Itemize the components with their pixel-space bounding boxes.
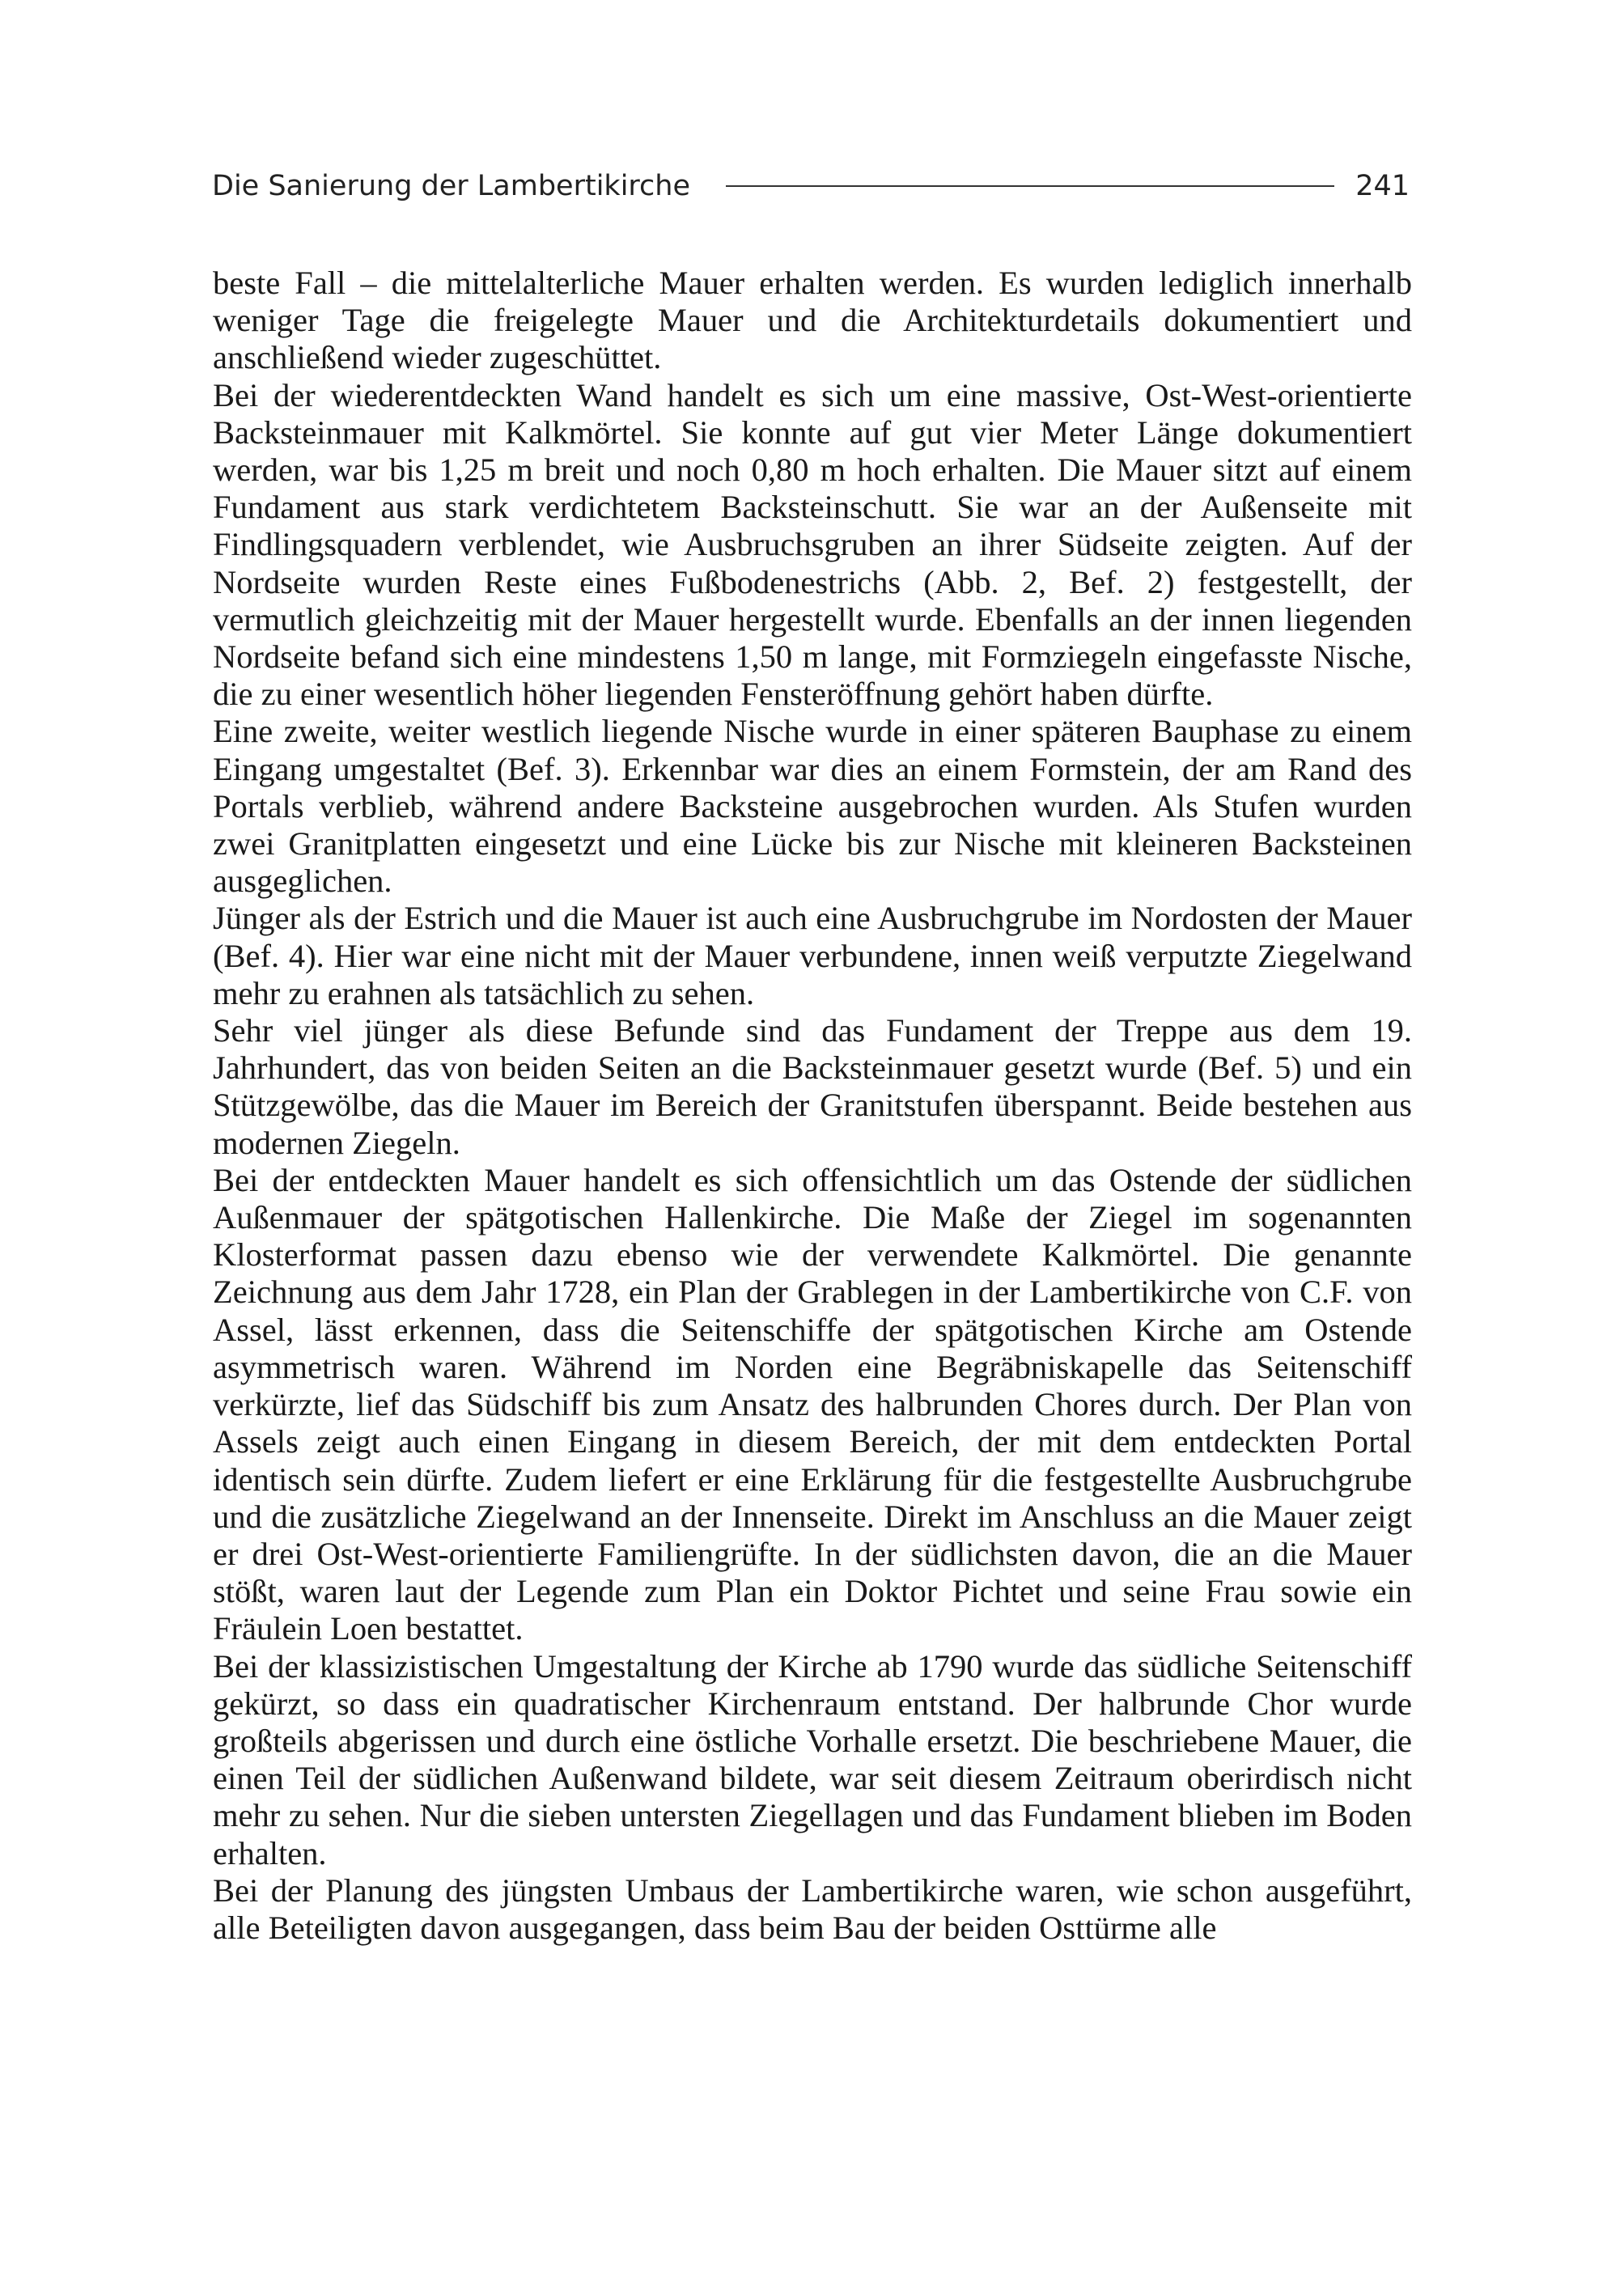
page-number: 241 bbox=[1355, 170, 1410, 202]
page-header bbox=[212, 162, 1410, 210]
paragraph-2: Bei der wiederentdeckten Wand handelt es sich um eine massive, Ost-West-orientierte Backsteinmauer mit Kalkmörtel. Sie konnte auf gut vier Meter Länge dokumentiert werden, war bis 1,25 m breit und noch 0,80 m hoch erhalten. Die Mauer sitzt auf einem Fundament aus stark verdichtetem Backsteinschutt. Sie war an der Außenseite mit Findlingsquadern verblendet, wie Ausbruchsgruben an ihrer Südseite zeigten. Auf der Nordseite wurden Reste eines Fußbodenestrichs (Abb. 2, Bef. 2) festgestellt, der vermutlich gleichzeitig mit der Mauer hergestellt wurde. Ebenfalls an der innen liegenden Nordseite befand sich eine mindestens 1,50 m lange, mit Formziegeln eingefasste Nische, die zu einer wesentlich höher liegenden Fensteröffnung gehört haben dürfte. bbox=[213, 376, 1412, 713]
paragraph-4: Jünger als der Estrich und die Mauer ist auch eine Ausbruchgrube im Nordosten der Mauer (Bef. 4). Hier war eine nicht mit der Mauer verbundene, innen weiß verputzte Ziegelwand mehr zu erahnen als tatsächlich zu sehen. bbox=[213, 900, 1412, 1011]
paragraph-5: Sehr viel jünger als diese Befunde sind das Fundament der Treppe aus dem 19. Jahrhundert, das von beiden Seiten an die Backsteinmauer gesetzt wurde (Bef. 5) und ein Stützgewölbe, das die Mauer im Bereich der Granitstufen überspannt. Beide bestehen aus modernen Ziegeln. bbox=[213, 1012, 1412, 1161]
paragraph-8: Bei der Planung des jüngsten Umbaus der Lambertikirche waren, wie schon ausgeführt, alle Beteiligten davon ausgegangen, dass beim Bau der beiden Osttürme alle bbox=[213, 1871, 1412, 1946]
body-text bbox=[213, 265, 1412, 1947]
paragraph-1: beste Fall – die mittelalterliche Mauer erhalten werden. Es wurden lediglich innerhalb weniger Tage die freigelegte Mauer und die Architekturdetails dokumentiert und anschließend wieder zugeschüttet. bbox=[213, 265, 1412, 376]
running-head: Die Sanierung der Lambertikirche bbox=[212, 170, 691, 202]
paragraph-6: Bei der entdeckten Mauer handelt es sich offensichtlich um das Ostende der südlichen Außenmauer der spätgotischen Hallenkirche. Die Maße der Ziegel im sogenannten Klosterformat passen dazu ebenso wie der verwendete Kalkmörtel. Die genannte Zeichnung aus dem Jahr 1728, ein Plan der Grablegen in der Lambertikirche von C.F. von Assel, lässt erkennen, dass die Seitenschiffe der spätgotischen Kirche am Ostende asymmetrisch waren. Während im Norden eine Begräbniskapelle das Seitenschiff verkürzte, lief das Südschiff bis zum Ansatz des halbrunden Chores durch. Der Plan von Assels zeigt auch einen Eingang in diesem Bereich, der mit dem entdeckten Portal identisch sein dürfte. Zudem liefert er eine Erklärung für die festgestellte Ausbruchgrube und die zusätzliche Ziegelwand an der Innenseite. Direkt im Anschluss an die Mauer zeigt er drei Ost-West-orientierte Familiengrüfte. In der südlichsten davon, die an die Mauer stößt, waren laut der Legende zum Plan ein Doktor Pichtet und seine Frau sowie ein Fräulein Loen bestattet. bbox=[213, 1161, 1412, 1647]
paragraph-3: Eine zweite, weiter westlich liegende Nische wurde in einer späteren Bauphase zu einem Eingang umgestaltet (Bef. 3). Erkennbar war dies an einem Formstein, der am Rand des Portals verblieb, während andere Backsteine ausgebrochen wurden. Als Stufen wurden zwei Granitplatten eingesetzt und eine Lücke bis zur Nische mit kleineren Backsteinen ausgeglichen. bbox=[213, 713, 1412, 900]
header-rule bbox=[726, 185, 1334, 187]
paragraph-7: Bei der klassizistischen Umgestaltung der Kirche ab 1790 wurde das südliche Seitenschiff gekürzt, so dass ein quadratischer Kirchenraum entstand. Der halbrunde Chor wurde großteils abgerissen und durch eine östliche Vorhalle ersetzt. Die beschriebene Mauer, die einen Teil der südlichen Außenwand bildete, war seit diesem Zeitraum oberirdisch nicht mehr zu sehen. Nur die sieben untersten Ziegellagen und das Fundament blieben im Boden erhalten. bbox=[213, 1647, 1412, 1871]
